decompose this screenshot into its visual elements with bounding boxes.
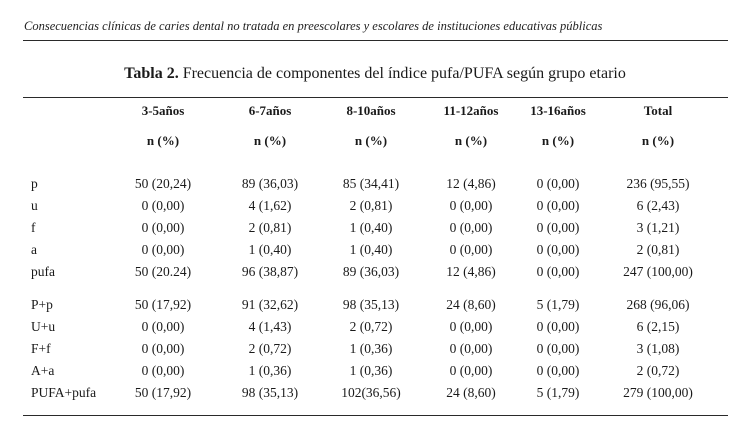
table-cell: 0 (0,00) bbox=[449, 319, 493, 334]
table-cell: 0 (0,00) bbox=[536, 264, 580, 279]
table-cell: 50 (20.24) bbox=[134, 264, 192, 279]
table-cell: 2 (0,72) bbox=[248, 341, 292, 356]
table-bottom-rule bbox=[23, 415, 728, 416]
table-cell: 50 (20,24) bbox=[134, 176, 192, 191]
table-cell: 0 (0,00) bbox=[536, 341, 580, 356]
column-header: 8-10años bbox=[346, 103, 396, 118]
table-cell: 2 (0,72) bbox=[636, 363, 680, 378]
table-cell: 2 (0,81) bbox=[349, 198, 393, 213]
table-cell: 6 (2,43) bbox=[636, 198, 680, 213]
row-label: PUFA+pufa bbox=[31, 385, 97, 400]
table-cell: 2 (0,72) bbox=[349, 319, 393, 334]
table-cell: 12 (4,86) bbox=[446, 264, 496, 279]
row-label: pufa bbox=[31, 264, 55, 279]
table-cell: 0 (0,00) bbox=[536, 220, 580, 235]
table-cell: 6 (2,15) bbox=[636, 319, 680, 334]
row-label: A+a bbox=[31, 363, 55, 378]
column-header: 3-5años bbox=[141, 103, 185, 118]
table-cell: 1 (0,40) bbox=[349, 242, 393, 257]
column-subheader: n (%) bbox=[354, 133, 388, 148]
table-cell: 0 (0,00) bbox=[536, 176, 580, 191]
table-cell: 2 (0,81) bbox=[248, 220, 292, 235]
table-cell: 1 (0,36) bbox=[349, 363, 393, 378]
table-cell: 50 (17,92) bbox=[134, 385, 192, 400]
table-cell: 89 (36,03) bbox=[241, 176, 299, 191]
table-cell: 0 (0,00) bbox=[141, 341, 185, 356]
table-cell: 0 (0,00) bbox=[536, 198, 580, 213]
column-subheader: n (%) bbox=[146, 133, 180, 148]
table-cell: 89 (36,03) bbox=[342, 264, 400, 279]
row-label: f bbox=[31, 220, 36, 235]
table-cell: 0 (0,00) bbox=[449, 363, 493, 378]
table-cell: 0 (0,00) bbox=[536, 363, 580, 378]
table-cell: 12 (4,86) bbox=[446, 176, 496, 191]
table-cell: 1 (0,40) bbox=[248, 242, 292, 257]
table-cell: 3 (1,08) bbox=[636, 341, 680, 356]
column-header: 11-12años bbox=[443, 103, 499, 118]
table-caption-text: Frecuencia de componentes del índice pufa/PUFA según grupo etario bbox=[182, 65, 626, 82]
table-cell: 0 (0,00) bbox=[449, 242, 493, 257]
table-cell: 0 (0,00) bbox=[449, 220, 493, 235]
row-label: a bbox=[31, 242, 37, 257]
table-cell: 5 (1,79) bbox=[536, 385, 580, 400]
column-header: 13-16años bbox=[530, 103, 586, 118]
row-label: P+p bbox=[31, 297, 53, 312]
table-cell: 5 (1,79) bbox=[536, 297, 580, 312]
table-cell: 0 (0,00) bbox=[536, 242, 580, 257]
table-cell: 0 (0,00) bbox=[536, 319, 580, 334]
table-cell: 279 (100,00) bbox=[623, 385, 693, 400]
table-cell: 50 (17,92) bbox=[134, 297, 192, 312]
table-cell: 98 (35,13) bbox=[342, 297, 400, 312]
column-subheader: n (%) bbox=[454, 133, 488, 148]
table-cell: 98 (35,13) bbox=[241, 385, 299, 400]
column-header: Total bbox=[643, 103, 673, 118]
column-subheader: n (%) bbox=[253, 133, 287, 148]
table-cell: 0 (0,00) bbox=[141, 198, 185, 213]
table-cell: 2 (0,81) bbox=[636, 242, 680, 257]
table-cell: 0 (0,00) bbox=[141, 363, 185, 378]
top-rule bbox=[23, 40, 728, 41]
table-cell: 236 (95,55) bbox=[626, 176, 690, 191]
column-header: 6-7años bbox=[248, 103, 292, 118]
table-cell: 4 (1,43) bbox=[248, 319, 292, 334]
row-label: p bbox=[31, 176, 38, 191]
table-header-rule bbox=[23, 97, 728, 98]
running-title: Consecuencias clínicas de caries dental no tratada en preescolares y escolares de instituciones educativas públicas bbox=[24, 19, 603, 33]
column-subheader: n (%) bbox=[641, 133, 675, 148]
table-cell: 3 (1,21) bbox=[636, 220, 680, 235]
table-cell: 0 (0,00) bbox=[141, 220, 185, 235]
table-cell: 0 (0,00) bbox=[449, 198, 493, 213]
table-cell: 102(36,56) bbox=[341, 385, 401, 400]
table-cell: 96 (38,87) bbox=[241, 264, 299, 279]
table-cell: 268 (96,06) bbox=[626, 297, 690, 312]
table-cell: 24 (8,60) bbox=[446, 385, 496, 400]
table-cell: 247 (100,00) bbox=[623, 264, 693, 279]
table-cell: 0 (0,00) bbox=[449, 341, 493, 356]
table-cell: 0 (0,00) bbox=[141, 319, 185, 334]
table-cell: 0 (0,00) bbox=[141, 242, 185, 257]
column-subheader: n (%) bbox=[541, 133, 575, 148]
table-cell: 1 (0,36) bbox=[349, 341, 393, 356]
table-cell: 1 (0,40) bbox=[349, 220, 393, 235]
table-cell: 24 (8,60) bbox=[446, 297, 496, 312]
row-label: u bbox=[31, 198, 38, 213]
table-cell: 85 (34,41) bbox=[342, 176, 400, 191]
table-caption-number: Tabla 2. bbox=[124, 65, 179, 82]
row-label: U+u bbox=[31, 319, 56, 334]
table-cell: 91 (32,62) bbox=[241, 297, 299, 312]
table-cell: 4 (1,62) bbox=[248, 198, 292, 213]
row-label: F+f bbox=[31, 341, 51, 356]
table-caption bbox=[0, 65, 750, 83]
table-cell: 1 (0,36) bbox=[248, 363, 292, 378]
